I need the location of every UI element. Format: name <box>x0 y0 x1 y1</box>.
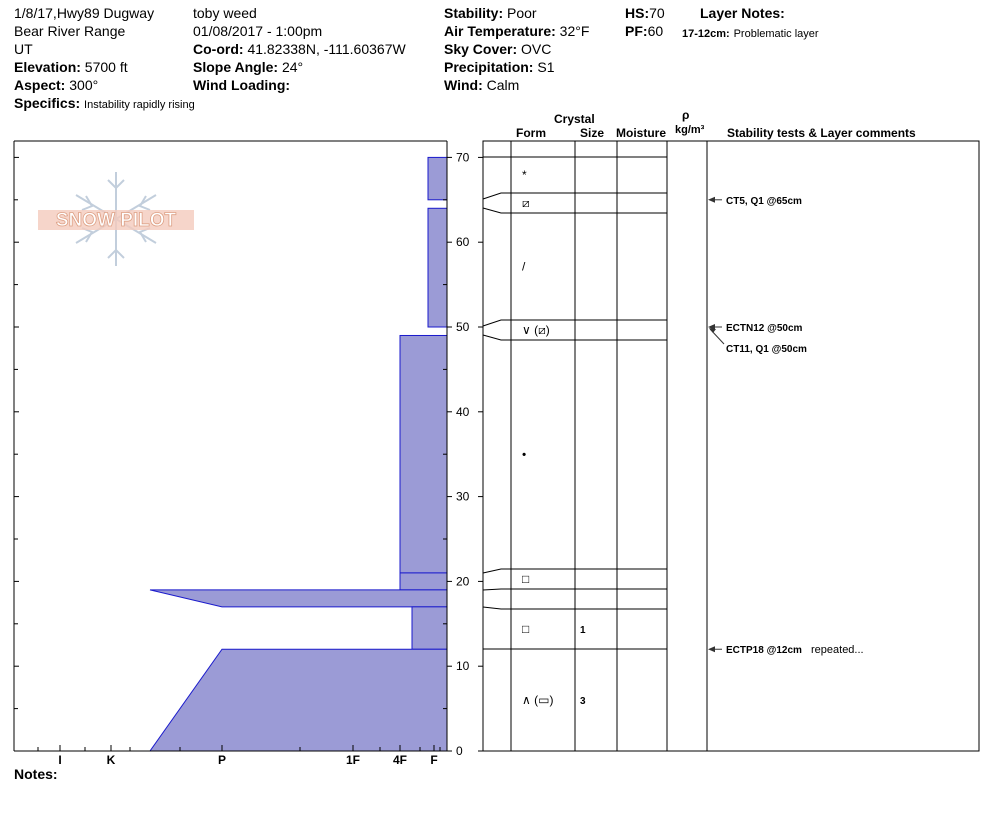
wind-loading-label: Wind Loading: <box>193 77 291 93</box>
y-tick-label: 40 <box>456 404 470 419</box>
notes-label: Notes: <box>14 766 58 782</box>
hand-hardness-chart <box>14 141 483 767</box>
logo-text: SNOW PILOT <box>55 210 177 231</box>
y-tick-label: 60 <box>456 235 470 250</box>
air-temp-value: 32°F <box>559 23 590 39</box>
y-tick-label: 10 <box>456 659 470 674</box>
hs-value: 70 <box>649 5 665 21</box>
coord-label: Co-ord: <box>193 41 244 57</box>
x-tick-label: K <box>106 753 116 767</box>
hardness-layer <box>412 607 447 649</box>
observer: toby weed <box>193 5 257 21</box>
air-temp-label: Air Temperature: <box>444 23 556 39</box>
hardness-layer <box>428 208 447 327</box>
hardness-layer-sloped <box>150 649 447 751</box>
stability-test-label: CT5, Q1 @65cm <box>726 195 802 207</box>
elevation-label: Elevation: <box>14 59 81 75</box>
site-name: 1/8/17,Hwy89 Dugway <box>14 5 155 21</box>
aspect-label: Aspect: <box>14 77 66 93</box>
snowpilot-logo <box>38 172 194 266</box>
size-header: Size <box>580 126 605 140</box>
coord-value: 41.82338N, -111.60367W <box>247 41 406 57</box>
y-tick-label: 70 <box>456 150 470 165</box>
grain-form-symbol: ∧ (▭) <box>522 693 554 707</box>
arrow-head <box>708 646 715 652</box>
hardness-layer <box>400 335 447 572</box>
layer-table <box>483 141 979 751</box>
pf-label: PF: <box>625 23 648 39</box>
stability-tests-header: Stability tests & Layer comments <box>727 126 916 140</box>
x-tick-label: F <box>430 753 438 767</box>
grain-size-value: 3 <box>580 696 586 707</box>
sky-label: Sky Cover: <box>444 41 518 57</box>
form-header: Form <box>516 126 546 140</box>
x-tick-label: 1F <box>345 753 361 767</box>
rho-header: ρ <box>682 108 690 122</box>
grain-size-value: 1 <box>580 625 586 636</box>
specifics-value: Instability rapidly rising <box>84 99 195 111</box>
hardness-layer <box>400 573 447 590</box>
layer-note-text: Problematic layer <box>733 28 819 40</box>
elevation-value: 5700 ft <box>84 59 128 75</box>
layer-notes-label: Layer Notes: <box>700 5 785 21</box>
pf-value: 60 <box>647 23 664 39</box>
grain-form-symbol: ∨ (⧄) <box>522 323 550 337</box>
wind-value: Calm <box>486 77 520 93</box>
wind-label: Wind: <box>444 77 483 93</box>
x-tick-label: I <box>58 753 62 767</box>
x-tick-label: 4F <box>392 753 408 767</box>
specifics-label: Specifics: <box>14 95 81 111</box>
obs-datetime: 01/08/2017 - 1:00pm <box>193 23 323 39</box>
grain-form-symbol: • <box>522 447 527 462</box>
precip-label: Precipitation: <box>444 59 534 75</box>
state: UT <box>14 41 33 57</box>
density-unit-header: kg/m³ <box>675 124 705 136</box>
mountain-range: Bear River Range <box>14 23 126 39</box>
hardness-layer <box>428 157 447 199</box>
aspect-value: 300° <box>69 77 99 93</box>
stability-label: Stability: <box>444 5 504 21</box>
stability-test-label: CT11, Q1 @50cm <box>726 344 807 355</box>
arrow-head <box>708 197 715 203</box>
grain-form-symbol: □ <box>522 572 530 586</box>
table-frame <box>483 141 979 751</box>
grain-form-symbol: / <box>522 259 526 274</box>
layer-note-range: 17-12cm: <box>682 28 730 40</box>
slope-value: 24° <box>281 59 304 75</box>
slope-label: Slope Angle: <box>193 59 279 75</box>
grain-form-symbol: ⧄ <box>522 196 530 210</box>
stability-test-label: ECTN12 @50cm <box>726 323 803 334</box>
y-tick-label: 0 <box>456 744 463 758</box>
stability-comment: repeated... <box>811 644 864 657</box>
hardness-layer-sloped <box>150 590 447 607</box>
stability-value: Poor <box>507 5 537 21</box>
y-tick-label: 50 <box>456 320 470 334</box>
y-tick-label: 30 <box>456 489 470 504</box>
hs-label: HS: <box>625 5 650 21</box>
x-tick-label: P <box>217 753 227 767</box>
moisture-header: Moisture <box>616 126 667 140</box>
grain-form-symbol: □ <box>522 622 530 636</box>
sky-value: OVC <box>521 41 552 57</box>
y-tick-label: 20 <box>456 574 470 589</box>
stability-test-label: ECTP18 @12cm <box>726 645 802 657</box>
crystal-header: Crystal <box>554 112 595 126</box>
precip-value: S1 <box>537 59 555 75</box>
grain-form-symbol: * <box>522 168 527 182</box>
